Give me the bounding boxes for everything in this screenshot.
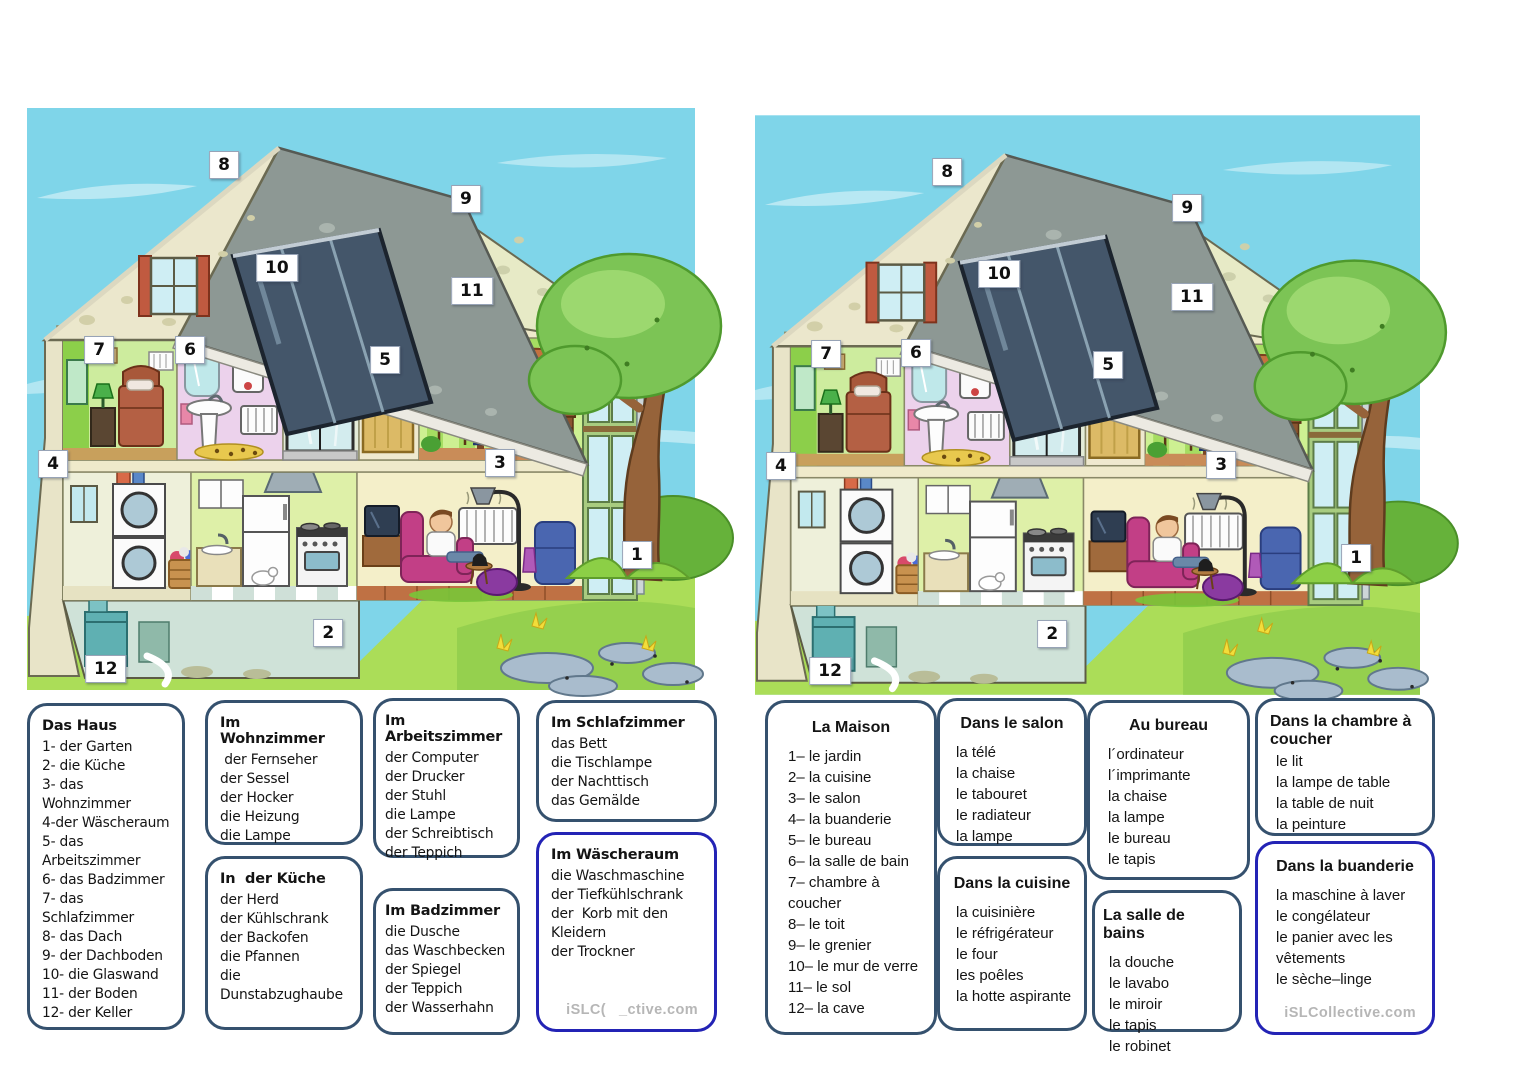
callout-3: 3 [485,449,515,477]
vocab-box-cuisine [937,856,1087,1031]
islcollective-watermark: iSLCollective.com [1284,1005,1416,1021]
list-item: der Backofen [220,930,309,947]
list-item: la table de nuit [1276,795,1374,812]
list-item: 9- der Dachboden [42,948,163,965]
list-item: la chaise [956,765,1016,782]
list-item: die Dusche [385,924,460,940]
list-item: la lampe [1108,809,1165,826]
callout-2: 2 [313,619,343,647]
vocab-box-title: Im Arbeitszimmer [385,713,503,745]
vocab-list [1102,744,1235,870]
vocab-box-badzimmer [373,888,520,1035]
vocab-list [385,923,508,1018]
vocab-box-title: In der Küche [220,871,326,887]
list-item: der Nachttisch [551,774,649,791]
callout-8: 8 [932,158,962,186]
callout-12: 12 [85,655,127,683]
vocab-list [42,738,170,1023]
list-item: 6- das Badzimmer [42,872,165,889]
list-item: der Teppich [385,981,463,998]
list-item: die Tischlampe [551,755,652,772]
list-item: die Lampe [220,828,291,845]
list-item: der Herd [220,892,279,908]
list-item: 5– le bureau [788,832,872,849]
callout-6: 6 [901,339,931,367]
list-item: die Heizung [220,809,300,826]
callout-9: 9 [1172,194,1202,222]
list-item: le tapis [1108,851,1156,868]
vocab-box-title: Dans la chambre à coucher [1270,713,1416,748]
vocab-box-waescheraum [536,832,717,1032]
list-item: 12– la cave [788,1000,865,1017]
list-item: le réfrigérateur [956,925,1054,942]
list-item: 10- die Glaswand [42,967,159,984]
list-item: 12- der Keller [42,1005,133,1022]
list-item: 11- der Boden [42,986,138,1003]
list-item: der Computer [385,750,479,766]
list-item: 9– le grenier [788,937,872,954]
list-item: l´imprimante [1108,767,1191,784]
callout-5: 5 [370,346,400,374]
callout-3: 3 [1206,451,1236,479]
list-item: les poêles [956,967,1024,984]
vocab-box-title: Au bureau [1128,717,1209,734]
list-item: die Pfannen [220,949,300,966]
callout-12: 12 [809,657,851,685]
list-item: 1– le jardin [788,748,862,765]
list-item: der Stuhl [385,788,446,805]
vocab-box-salle-de-bains [1092,890,1242,1055]
list-item: das Gemälde [551,793,640,810]
list-item: 3– le salon [788,790,861,807]
list-item: das Bett [551,736,607,752]
vocab-list [1270,885,1420,990]
list-item: der Hocker [220,790,294,807]
vocab-box-title: La salle de bains [1103,907,1190,942]
vocab-box-chambre [1255,698,1435,836]
list-item: la cuisinière [956,904,1036,921]
list-item: le tabouret [956,786,1027,803]
list-item: 1- der Garten [42,739,133,755]
callout-1: 1 [1341,544,1371,572]
list-item: 6– la salle de bain [788,853,909,870]
vocab-box-title: Im Badzimmer [385,903,500,919]
list-item: der Kühlschrank [220,911,329,928]
vocab-box-salon [937,698,1087,846]
callout-10: 10 [978,260,1020,288]
list-item: le miroir [1109,996,1163,1013]
list-item: la maschine à laver [1276,887,1406,904]
list-item: la lampe de table [1276,774,1391,791]
vocab-box-title: Dans la buanderie [1276,858,1414,875]
list-item: die Lampe [385,807,456,824]
list-item: der Trockner [551,944,635,961]
vocab-box-title: Dans le salon [960,715,1064,732]
vocab-list [1103,952,1231,1057]
callout-7: 7 [811,340,841,368]
list-item: la douche [1109,954,1175,971]
vocab-box-arbeitszimmer [373,698,520,862]
vocab-box-title: Dans la cuisine [953,875,1071,892]
list-item: 3- das Wohnzimmer [42,777,131,813]
vocab-list [950,742,1074,847]
vocab-box-wohnzimmer [205,700,363,845]
list-item: la lampe [956,828,1013,845]
list-item: 8- das Dach [42,929,123,946]
list-item: die Waschmaschine [551,868,685,884]
list-item: der Tiefkühlschrank [551,887,683,904]
vocab-box-title: La Maison [811,719,891,736]
vocab-box-buanderie [1255,841,1435,1035]
callout-1: 1 [622,541,652,569]
list-item: le tapis [1109,1017,1157,1034]
list-item: der Fernseher [220,752,318,768]
list-item: 10– le mur de verre [788,958,919,975]
list-item: l´ordinateur [1108,746,1184,763]
list-item: 2- die Küche [42,758,126,775]
callout-8: 8 [209,151,239,179]
list-item: le sèche–linge [1276,971,1372,988]
list-item: der Teppich [385,845,463,862]
vocab-list [220,891,348,1005]
vocab-list [385,749,508,863]
list-item: le lit [1276,753,1303,770]
callout-5: 5 [1093,351,1123,379]
vocab-list [551,867,702,962]
list-item: der Wasserhahn [385,1000,494,1017]
callout-11: 11 [1171,283,1213,311]
vocab-box-title: Im Schlafzimmer [551,715,685,731]
callout-4: 4 [766,452,796,480]
list-item: 7- das Schlafzimmer [42,891,134,927]
callout-9: 9 [451,185,481,213]
callout-11: 11 [451,277,493,305]
list-item: le radiateur [956,807,1032,824]
vocab-list [551,735,702,811]
list-item: die Dunstabzughaube [220,968,343,1004]
list-item: 2– la cuisine [788,769,872,786]
list-item: das Waschbecken [385,943,506,960]
islcollective-watermark: iSLC( _ctive.com [566,1002,698,1018]
list-item: le panier avec les vêtements [1276,929,1397,967]
list-item: der Schreibtisch [385,826,494,843]
list-item: der Korb mit den Kleidern [551,906,673,942]
list-item: la hotte aspirante [956,988,1072,1005]
list-item: la chaise [1108,788,1168,805]
vocab-list [950,902,1074,1007]
list-item: le lavabo [1109,975,1170,992]
vocab-box-la-maison [765,700,937,1035]
callout-6: 6 [175,336,205,364]
list-item: 7– chambre à coucher [788,874,884,912]
list-item: 5- das Arbeitszimmer [42,834,141,870]
list-item: der Spiegel [385,962,462,979]
vocab-box-title: Im Wäscheraum [551,847,679,863]
callout-2: 2 [1037,620,1067,648]
list-item: le four [956,946,998,963]
house-illustration-right [755,115,1420,695]
list-item: der Sessel [220,771,290,788]
callout-10: 10 [256,254,298,282]
list-item: 11– le sol [788,979,852,996]
list-item: la télé [956,744,997,761]
list-item: la peinture [1276,816,1347,833]
list-item: le bureau [1108,830,1171,847]
vocab-list [1270,751,1420,835]
list-item: 4-der Wäscheraum [42,815,170,832]
callout-4: 4 [38,450,68,478]
list-item: der Drucker [385,769,465,786]
house-illustration-left [27,108,695,690]
vocab-list [220,751,348,846]
vocab-box-au-bureau [1087,700,1250,880]
list-item: 8– le toit [788,916,845,933]
list-item: 4– la buanderie [788,811,892,828]
vocab-box-schlafzimmer [536,700,717,822]
vocab-box-kueche [205,856,363,1030]
vocab-box-das-haus [27,703,185,1030]
list-item: le congélateur [1276,908,1371,925]
callout-7: 7 [84,336,114,364]
list-item: le robinet [1109,1038,1171,1055]
vocab-list [782,746,920,1019]
vocab-box-title: Das Haus [42,718,117,734]
vocab-box-title: Im Wohnzimmer [220,715,325,747]
